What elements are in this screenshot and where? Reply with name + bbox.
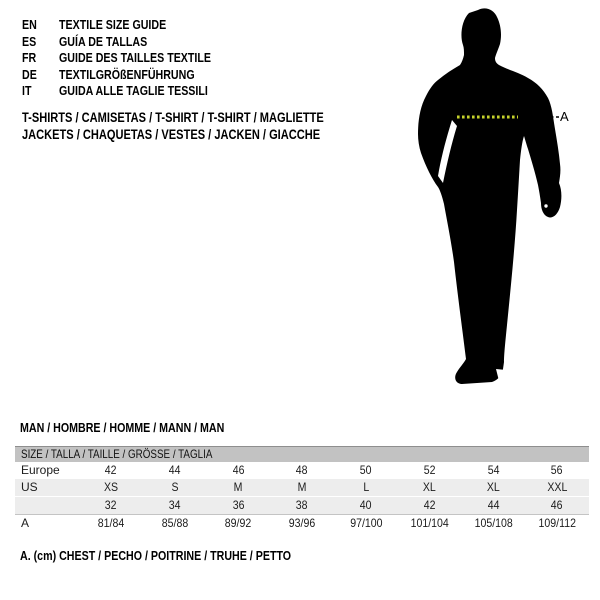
chest-footnote: A. (cm) CHEST / PECHO / POITRINE / TRUHE / PETTO xyxy=(20,548,292,563)
table-cell: 52 xyxy=(423,463,436,477)
language-code: EN xyxy=(22,17,37,32)
table-cell: 105/108 xyxy=(474,516,513,530)
language-code: IT xyxy=(22,83,32,98)
table-cell: M xyxy=(297,480,307,494)
table-row-chest-a xyxy=(15,515,589,533)
table-cell: 85/88 xyxy=(161,516,188,530)
table-cell: 46 xyxy=(232,463,245,477)
table-cell: 44 xyxy=(168,463,181,477)
table-cell: 42 xyxy=(104,463,117,477)
table-cell: 36 xyxy=(232,498,245,512)
language-row-it xyxy=(22,83,244,100)
category-line-tshirts: T-SHIRTS / CAMISETAS / T-SHIRT / T-SHIRT / MAGLIETTE xyxy=(22,110,324,125)
language-row-es xyxy=(22,34,244,51)
garment-categories xyxy=(22,109,390,143)
language-title: GUIDA ALLE TAGLIE TESSILI xyxy=(59,83,208,98)
language-title: GUIDE DES TAILLES TEXTILE xyxy=(59,50,212,65)
language-code: FR xyxy=(22,50,37,65)
foot-notch xyxy=(496,369,506,381)
man-silhouette-body xyxy=(418,8,561,384)
table-cell: 44 xyxy=(487,498,500,512)
language-row-en xyxy=(22,17,244,34)
table-cell: 46 xyxy=(551,498,563,512)
table-cell: XXL xyxy=(547,480,568,494)
table-cell: 48 xyxy=(296,463,308,477)
table-cell: 89/92 xyxy=(225,516,252,530)
category-line-jackets: JACKETS / CHAQUETAS / VESTES / JACKEN / GIACCHE xyxy=(22,127,321,142)
man-silhouette xyxy=(390,0,590,400)
table-row-us xyxy=(15,479,589,497)
language-code: DE xyxy=(22,66,37,82)
table-cell: 50 xyxy=(359,463,372,477)
thumb-notch xyxy=(544,204,547,207)
gender-heading: MAN / HOMBRE / HOMME / MANN / MAN xyxy=(20,420,225,435)
table-cell: 42 xyxy=(423,498,436,512)
row-label: Europe xyxy=(21,463,60,477)
row-label xyxy=(15,497,79,515)
table-cell: XL xyxy=(486,480,500,494)
table-cell: S xyxy=(171,480,179,494)
row-label: US xyxy=(21,480,38,494)
language-title: TEXTILGRÖßENFÜHRUNG xyxy=(59,66,195,82)
table-cell: 101/104 xyxy=(410,516,449,530)
table-row-numeric xyxy=(15,497,589,515)
language-row-fr xyxy=(22,50,244,67)
table-cell: L xyxy=(362,480,369,494)
language-title: GUÍA DE TALLAS xyxy=(59,33,148,49)
table-row-europe xyxy=(15,462,589,479)
table-cell: 32 xyxy=(104,498,117,512)
table-cell: 40 xyxy=(359,498,372,512)
language-row-de xyxy=(22,67,244,84)
table-cell: 34 xyxy=(168,498,181,512)
table-cell: 109/112 xyxy=(538,516,576,530)
table-cell: 93/96 xyxy=(288,516,316,530)
language-title-block xyxy=(22,17,244,100)
language-title: TEXTILE SIZE GUIDE xyxy=(59,17,167,32)
table-cell: XS xyxy=(103,480,118,494)
table-cell: 54 xyxy=(487,463,500,477)
table-cell: XL xyxy=(423,480,437,494)
size-table xyxy=(15,446,589,532)
table-cell: M xyxy=(233,480,243,494)
row-label: A xyxy=(21,516,30,530)
size-table-header: SIZE / TALLA / TAILLE / GRÖSSE / TAGLIA xyxy=(21,447,213,461)
table-cell: 97/100 xyxy=(349,516,383,530)
table-cell: 81/84 xyxy=(97,516,125,530)
table-cell: 56 xyxy=(551,463,563,477)
language-code: ES xyxy=(22,33,37,49)
table-cell: 38 xyxy=(296,498,308,512)
measure-label-a: A xyxy=(560,109,569,124)
